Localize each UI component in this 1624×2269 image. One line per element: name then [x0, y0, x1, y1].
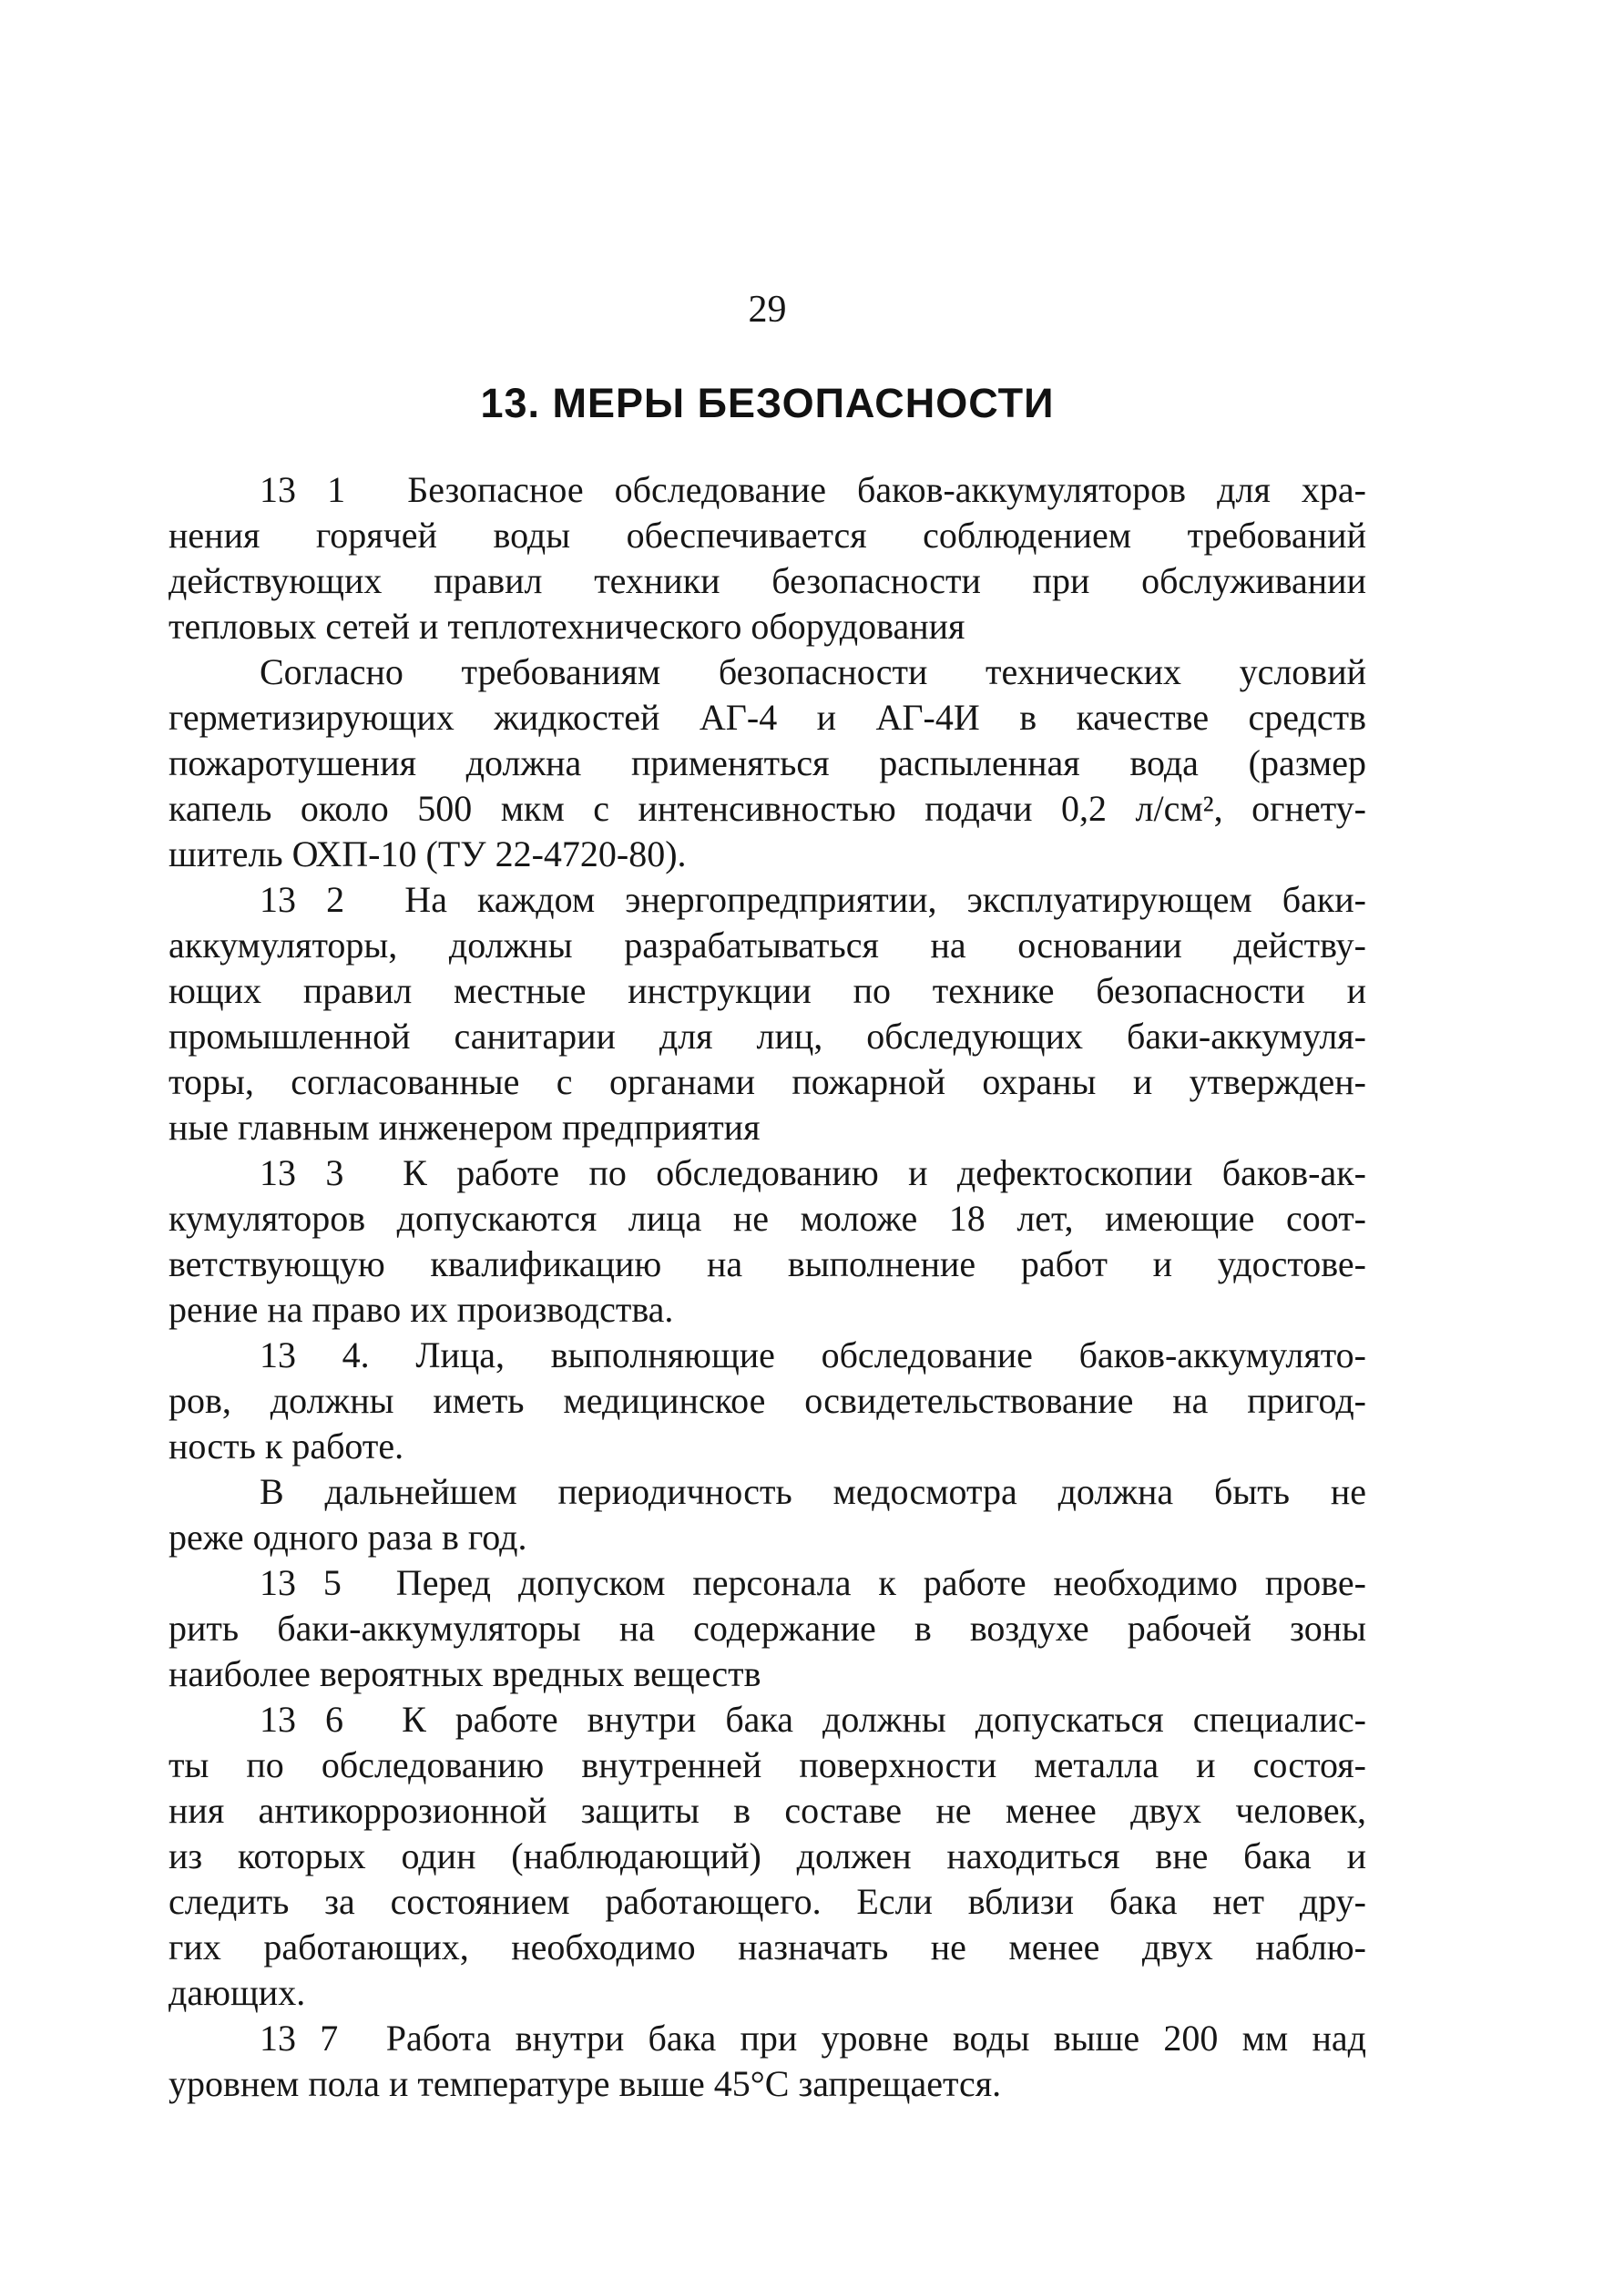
text-line: ты по обследованию внутренней поверхности металла и состоя-: [169, 1744, 1366, 1785]
text-line: из которых один (наблюдающий) должен находиться вне бака и: [169, 1835, 1366, 1876]
text-line: следить за состоянием работающего. Если вблизи бака нет дру-: [169, 1881, 1366, 1922]
body-text: [169, 467, 1366, 2107]
text-line: В дальнейшем периодичность медосмотра должна быть не: [260, 1471, 1366, 1512]
text-line: пожаротушения должна применяться распыленная вода (размер: [169, 742, 1366, 783]
text-line: торы, согласованные с органами пожарной охраны и утвержден-: [169, 1061, 1366, 1102]
text-line: ров, должны иметь медицинское освидетельствование на пригод-: [169, 1380, 1366, 1421]
text-line: 13 7 Работа внутри бака при уровне воды выше 200 мм над: [260, 2018, 1366, 2059]
page-number: 29: [748, 289, 787, 331]
text-line: 13 4. Лица, выполняющие обследование баков-аккумулято-: [260, 1334, 1366, 1375]
text-line: Согласно требованиям безопасности технических условий: [260, 651, 1366, 692]
text-line: дающих.: [169, 1972, 306, 2013]
text-line: рение на право их производства.: [169, 1289, 674, 1330]
text-line: ветствующую квалификацию на выполнение работ и удостове-: [169, 1243, 1366, 1284]
text-line: действующих правил техники безопасности при обслуживании: [169, 560, 1366, 601]
text-line: ющих правил местные инструкции по технике безопасности и: [169, 970, 1366, 1011]
text-line: наиболее вероятных вредных веществ: [169, 1653, 761, 1694]
text-line: герметизирующих жидкостей АГ-4 и АГ-4И в качестве средств: [169, 697, 1366, 738]
text-line: ния антикоррозионной защиты в составе не менее двух человек,: [169, 1790, 1366, 1831]
text-line: 13 1 Безопасное обследование баков-аккумуляторов для хра-: [260, 469, 1366, 510]
section-heading: 13. МЕРЫ БЕЗОПАСНОСТИ: [480, 380, 1055, 426]
text-line: промышленной санитарии для лиц, обследующих баки-аккумуля-: [169, 1016, 1366, 1057]
text-line: уровнем пола и температуре выше 45°С запрещается.: [169, 2063, 1002, 2104]
text-line: шитель ОХП-10 (ТУ 22-4720-80).: [169, 833, 687, 874]
text-line: гих работающих, необходимо назначать не менее двух наблю-: [169, 1927, 1366, 1967]
text-line: капель около 500 мкм с интенсивностью подачи 0,2 л/см², огнету-: [169, 788, 1366, 829]
text-line: 13 3 К работе по обследованию и дефектоскопии баков-ак-: [260, 1152, 1366, 1193]
text-line: 13 2 На каждом энергопредприятии, эксплуатирующем баки-: [260, 879, 1366, 920]
text-line: ные главным инженером предприятия: [169, 1107, 761, 1148]
text-line: нения горячей воды обеспечивается соблюдением требований: [169, 515, 1366, 556]
text-line: реже одного раза в год.: [169, 1517, 527, 1558]
text-line: 13 5 Перед допуском персонала к работе необходимо прове-: [260, 1562, 1366, 1603]
text-line: аккумуляторы, должны разрабатываться на основании действу-: [169, 925, 1366, 966]
text-line: ность к работе.: [169, 1426, 404, 1467]
text-line: кумуляторов допускаются лица не моложе 18 лет, имеющие соот-: [169, 1198, 1366, 1239]
text-line: 13 6 К работе внутри бака должны допускаться специалис-: [260, 1699, 1366, 1740]
text-line: тепловых сетей и теплотехнического оборудования: [169, 606, 965, 647]
text-line: рить баки-аккумуляторы на содержание в воздухе рабочей зоны: [169, 1608, 1366, 1649]
